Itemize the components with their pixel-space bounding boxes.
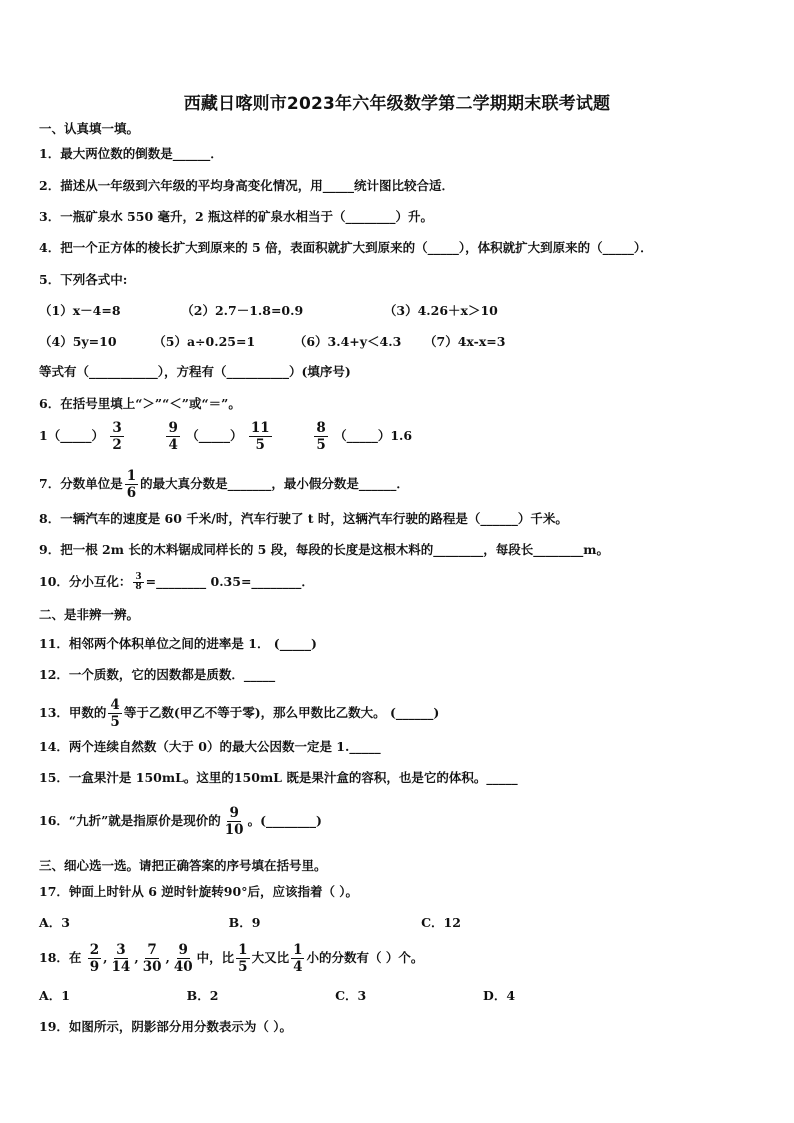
option-a: A．3 [39,915,70,930]
section-heading: 三、细心选一选。请把正确答案的序号填在括号里。 [39,858,327,873]
q5-item: （5）a÷0.25=1 [153,334,256,349]
q5-item: （2）2.7－1.8=0.9 [181,303,304,318]
q6-left-1: 1（_____） [39,428,104,443]
question-14: 14．两个连续自然数（大于 0）的最大公因数一定是 1._____ [39,739,381,754]
fraction: $\frac{3}{2}$ [112,420,122,453]
fraction: $\frac{2}{9}$ [89,942,100,975]
fraction: $\frac{11}{5}$ [250,420,270,453]
question-2: 2．描述从一年级到六年级的平均身高变化情况，用_____统计图比较合适． [39,178,454,193]
option-a: A．1 [39,988,70,1003]
option-c: C．12 [421,915,461,930]
question-5: 5．下列各式中: [39,272,128,287]
q5-row-1 [39,303,498,319]
fraction: $\frac{9}{4}$ [168,420,178,453]
question-13: 13．甲数的 $\frac{4}{5}$ 等于乙数(甲乙不等于零)，那么甲数比乙数大。 (______) [39,697,440,730]
section-heading: 二、是非辨一辨。 [39,607,140,622]
question-16: 16．“九折”就是指原价是现价的 $\frac{9}{10}$ 。(________) [39,805,322,838]
q18-options [39,988,515,1004]
fraction: $\frac{9}{10}$ [224,805,244,838]
fraction: $\frac{1}{5}$ [238,942,248,975]
fraction: $\frac{3}{8}$ [135,572,142,592]
fraction: $\frac{7}{30}$ [142,942,162,975]
question-8: 8．一辆汽车的速度是 60 千米/时，汽车行驶了 t 时，这辆汽车行驶的路程是（______）千米。 [39,511,568,526]
section-heading: 一、认真填一填。 [39,121,140,136]
fraction: $\frac{3}{14}$ [111,942,131,975]
q6-comparisons [39,420,412,453]
q5-item: （3）4.26＋x＞10 [383,303,498,318]
q5-answer-line: 等式有（___________），方程有（__________）(填序号) [39,364,351,379]
option-b: B．9 [228,915,261,930]
fraction: $\frac{4}{5}$ [110,697,120,730]
question-3: 3．一瓶矿泉水 550 毫升，2 瓶这样的矿泉水相当于（________）升。 [39,209,434,224]
q5-item: （4）5y=10 [39,334,117,349]
option-b: B．2 [186,988,219,1003]
option-c: C．3 [335,988,367,1003]
fraction: $\frac{1}{6}$ [126,468,137,501]
question-9: 9．把一根 2m 长的木料锯成同样长的 5 段，每段的长度是这根木料的________，每段长________m。 [39,542,609,557]
question-11: 11．相邻两个体积单位之间的进率是 1． (_____) [39,636,317,651]
fraction: $\frac{8}{5}$ [316,420,326,453]
question-18: 18．在 $\frac{2}{9}$ , $\frac{3}{14}$ , $\frac{7}{30}$ , $\frac{9}{40}$ 中，比 $\frac{1}{5}$ 大又比 $\frac{1}{4}$ 小的分数有（ ）个。 [39,942,424,975]
fraction: $\frac{1}{4}$ [293,942,303,975]
question-7: 7．分数单位是 $\frac{1}{6}$ 的最大真分数是_______，最小假分数是______． [39,468,409,501]
q5-row-2 [39,334,505,350]
question-17: 17．钟面上时针从 6 逆时针旋转90°后，应该指着（ ）。 [39,884,359,899]
question-19: 19．如图所示，阴影部分用分数表示为（ ）。 [39,1019,292,1034]
q5-item: （1）x－4=8 [39,303,121,318]
question-12: 12．一个质数，它的因数都是质数．_____ [39,667,276,682]
q5-item: （7）4x-x=3 [424,334,506,349]
exam-title: 西藏日喀则市2023年六年级数学第二学期期末联考试题 [183,94,611,114]
q17-options [39,915,461,931]
question-4: 4．把一个正方体的棱长扩大到原来的 5 倍，表面积就扩大到原来的（_____），体积就扩大到原来的（_____）． [39,240,653,255]
q5-item: （6）3.4+y＜4.3 [293,334,402,349]
q6-blank-2: （_____） [186,428,243,443]
question-15: 15．一盒果汁是 150mL。这里的150mL 既是果汁盒的容积，也是它的体积。_____ [39,770,518,785]
question-1: 1．最大两位数的倒数是______． [39,146,223,161]
question-6: 6．在括号里填上“＞”“＜”或“＝”。 [39,396,241,411]
question-10: 10．分小互化： $\frac{3}{8}$ =________ 0.35=________． [39,572,314,592]
option-d: D．4 [482,988,516,1003]
fraction: $\frac{9}{40}$ [173,942,193,975]
q6-right-3: （_____）1.6 [334,428,413,443]
